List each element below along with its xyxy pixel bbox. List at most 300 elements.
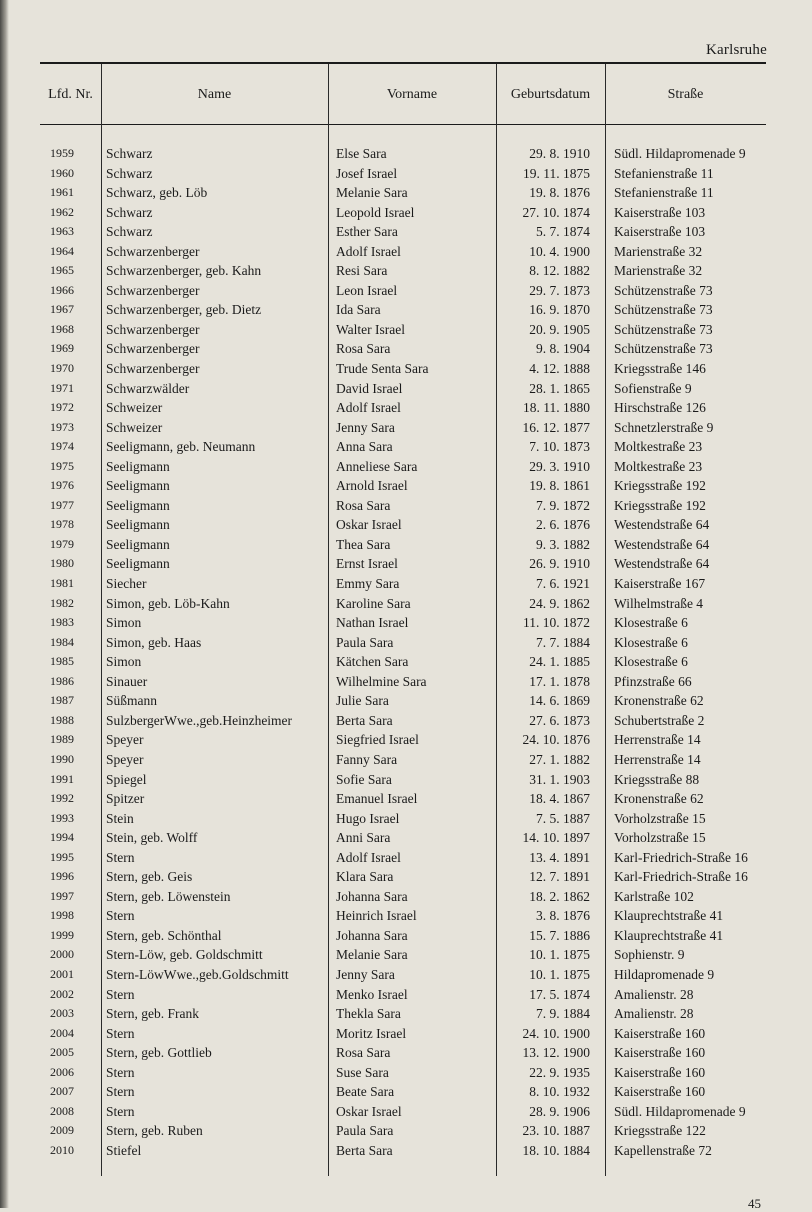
entry-number: 1974	[50, 439, 74, 454]
entry-number: 1983	[50, 615, 74, 630]
street-address: Westendstraße 64	[614, 556, 710, 572]
surname: Stern, geb. Frank	[106, 1006, 199, 1022]
surname: Stern, geb. Löwenstein	[106, 888, 231, 904]
surname: Süßmann	[106, 693, 158, 709]
surname: Stein, geb. Wolff	[106, 830, 198, 846]
table-row	[0, 574, 812, 594]
birth-date: 8. 12. 1882	[529, 263, 590, 279]
table-top-rule	[40, 62, 766, 64]
street-address: Schützenstraße 73	[614, 282, 713, 298]
entry-number: 1979	[50, 536, 74, 551]
surname: Seeligmann	[106, 517, 170, 533]
table-row	[0, 1141, 812, 1161]
birth-date: 17. 5. 1874	[529, 986, 590, 1002]
table-row	[0, 164, 812, 184]
entry-number: 2005	[50, 1045, 74, 1060]
table-row	[0, 379, 812, 399]
given-name: Heinrich Israel	[336, 908, 417, 924]
entry-number: 1980	[50, 556, 74, 571]
given-name: Menko Israel	[336, 986, 408, 1002]
table-row	[0, 633, 812, 653]
table-row	[0, 945, 812, 965]
surname: Simon	[106, 654, 142, 670]
given-name: Ernst Israel	[336, 556, 398, 572]
birth-date: 7. 9. 1872	[536, 497, 590, 513]
given-name: Siegfried Israel	[336, 732, 419, 748]
birth-date: 18. 11. 1880	[523, 400, 590, 416]
street-address: Moltkestraße 23	[614, 458, 703, 474]
given-name: Sofie Sara	[336, 771, 392, 787]
surname: Schwarz	[106, 224, 153, 240]
table-row	[0, 887, 812, 907]
surname: Stein	[106, 810, 134, 826]
surname: Stern	[106, 1103, 135, 1119]
street-address: Kronenstraße 62	[614, 693, 704, 709]
table-row	[0, 848, 812, 868]
birth-date: 7. 7. 1884	[536, 634, 590, 650]
street-address: Herrenstraße 14	[614, 751, 701, 767]
surname: Seeligmann	[106, 497, 170, 513]
entry-number: 1972	[50, 400, 74, 415]
given-name: Berta Sara	[336, 1142, 393, 1158]
page-header-city: Karlsruhe	[706, 42, 767, 58]
register-table-body	[0, 144, 812, 1160]
given-name: Walter Israel	[336, 321, 405, 337]
birth-date: 18. 10. 1884	[522, 1142, 590, 1158]
given-name: David Israel	[336, 380, 403, 396]
street-address: Kriegsstraße 88	[614, 771, 700, 787]
street-address: Hildapromenade 9	[614, 966, 715, 982]
surname: Seeligmann	[106, 458, 170, 474]
birth-date: 28. 1. 1865	[529, 380, 590, 396]
birth-date: 24. 10. 1876	[522, 732, 590, 748]
surname: Sinauer	[106, 673, 148, 689]
street-address: Kapellenstraße 72	[614, 1142, 712, 1158]
column-header-name: Name	[197, 87, 232, 102]
entry-number: 1991	[50, 771, 74, 786]
entry-number: 1970	[50, 361, 74, 376]
given-name: Johanna Sara	[336, 888, 408, 904]
street-address: Kaiserstraße 103	[614, 204, 706, 220]
birth-date: 13. 12. 1900	[522, 1045, 590, 1061]
table-row	[0, 1004, 812, 1024]
birth-date: 7. 5. 1887	[536, 810, 590, 826]
given-name: Arnold Israel	[336, 478, 408, 494]
surname: Stern, geb. Schönthal	[106, 927, 222, 943]
column-header-strasse: Straße	[667, 87, 704, 102]
street-address: Karl-Friedrich-Straße 16	[614, 869, 748, 885]
table-row	[0, 672, 812, 692]
birth-date: 27. 6. 1873	[529, 712, 590, 728]
table-header-rule	[40, 124, 766, 125]
birth-date: 20. 9. 1905	[529, 321, 590, 337]
birth-date: 29. 7. 1873	[529, 282, 590, 298]
street-address: Stefanienstraße 11	[614, 165, 714, 181]
entry-number: 1977	[50, 497, 74, 512]
surname: Simon, geb. Haas	[106, 634, 202, 650]
table-row	[0, 691, 812, 711]
table-row	[0, 320, 812, 340]
given-name: Berta Sara	[336, 712, 393, 728]
entry-number: 1984	[50, 634, 74, 649]
entry-number: 1993	[50, 810, 74, 825]
entry-number: 2007	[50, 1084, 74, 1099]
table-row	[0, 398, 812, 418]
birth-date: 10. 4. 1900	[529, 243, 590, 259]
page-number: 45	[748, 1196, 761, 1211]
table-row	[0, 985, 812, 1005]
street-address: Moltkestraße 23	[614, 439, 703, 455]
given-name: Wilhelmine Sara	[336, 673, 427, 689]
surname: Stern, geb. Ruben	[106, 1123, 203, 1139]
surname: Spiegel	[106, 771, 147, 787]
table-row	[0, 711, 812, 731]
column-header-nr: Lfd. Nr.	[48, 87, 93, 102]
surname: Stern	[106, 1025, 135, 1041]
surname: Speyer	[106, 732, 144, 748]
given-name: Hugo Israel	[336, 810, 400, 826]
street-address: Kaiserstraße 160	[614, 1084, 706, 1100]
street-address: Kaiserstraße 167	[614, 576, 706, 592]
table-row	[0, 965, 812, 985]
given-name: Klara Sara	[336, 869, 394, 885]
street-address: Amalienstr. 28	[614, 1006, 694, 1022]
entry-number: 1961	[50, 185, 74, 200]
surname: Schwarz	[106, 165, 153, 181]
birth-date: 16. 9. 1870	[529, 302, 590, 318]
given-name: Anna Sara	[336, 439, 393, 455]
table-row	[0, 613, 812, 633]
birth-date: 8. 10. 1932	[529, 1084, 590, 1100]
street-address: Marienstraße 32	[614, 243, 703, 259]
surname: Schwarzenberger	[106, 321, 200, 337]
entry-number: 2001	[50, 966, 74, 981]
birth-date: 13. 4. 1891	[529, 849, 590, 865]
table-row	[0, 1043, 812, 1063]
table-row	[0, 1024, 812, 1044]
street-address: Pfinzstraße 66	[614, 673, 692, 689]
table-row	[0, 418, 812, 438]
street-address: Kaiserstraße 103	[614, 224, 706, 240]
street-address: Kronenstraße 62	[614, 791, 704, 807]
birth-date: 5. 7. 1874	[536, 224, 590, 240]
surname: Schwarz	[106, 204, 153, 220]
entry-number: 1976	[50, 478, 74, 493]
birth-date: 4. 12. 1888	[529, 361, 590, 377]
given-name: Emmy Sara	[336, 576, 400, 592]
birth-date: 7. 6. 1921	[536, 576, 590, 592]
surname: Stern	[106, 1064, 135, 1080]
given-name: Josef Israel	[336, 165, 398, 181]
given-name: Leon Israel	[336, 282, 398, 298]
surname: Schwarz	[106, 146, 153, 161]
entry-number: 1981	[50, 576, 74, 591]
entry-number: 1962	[50, 204, 74, 219]
table-row	[0, 515, 812, 535]
entry-number: 1992	[50, 791, 74, 806]
given-name: Karoline Sara	[336, 595, 411, 611]
entry-number: 1989	[50, 732, 74, 747]
given-name: Melanie Sara	[336, 185, 408, 201]
birth-date: 18. 4. 1867	[529, 791, 590, 807]
street-address: Karlstraße 102	[614, 888, 694, 904]
surname: Speyer	[106, 751, 144, 767]
birth-date: 3. 8. 1876	[536, 908, 590, 924]
table-row	[0, 926, 812, 946]
entry-number: 1963	[50, 224, 74, 239]
table-row	[0, 789, 812, 809]
entry-number: 1996	[50, 869, 74, 884]
surname: SulzbergerWwe.,geb.Heinzheimer	[106, 712, 293, 728]
street-address: Südl. Hildapromenade 9	[614, 146, 746, 161]
entry-number: 1997	[50, 888, 74, 903]
surname: Stern	[106, 986, 135, 1002]
given-name: Rosa Sara	[336, 497, 391, 513]
birth-date: 18. 2. 1862	[529, 888, 590, 904]
birth-date: 27. 10. 1874	[522, 204, 590, 220]
table-row	[0, 144, 812, 164]
surname: Stern	[106, 908, 135, 924]
street-address: Sofienstraße 9	[614, 380, 692, 396]
street-address: Südl. Hildapromenade 9	[614, 1103, 746, 1119]
column-header-geburtsdatum: Geburtsdatum	[510, 87, 591, 102]
surname: Stiefel	[106, 1142, 142, 1158]
entry-number: 2002	[50, 986, 74, 1001]
table-row	[0, 809, 812, 829]
table-row	[0, 222, 812, 242]
surname: Stern, geb. Geis	[106, 869, 193, 885]
surname: Schwarzenberger, geb. Kahn	[106, 263, 262, 279]
table-row	[0, 594, 812, 614]
street-address: Hirschstraße 126	[614, 400, 706, 416]
surname: Seeligmann, geb. Neumann	[106, 439, 256, 455]
table-row	[0, 242, 812, 262]
birth-date: 29. 3. 1910	[529, 458, 590, 474]
birth-date: 14. 10. 1897	[522, 830, 590, 846]
birth-date: 27. 1. 1882	[529, 751, 590, 767]
birth-date: 14. 6. 1869	[529, 693, 590, 709]
entry-number: 1966	[50, 282, 74, 297]
entry-number: 1998	[50, 908, 74, 923]
street-address: Kaiserstraße 160	[614, 1064, 706, 1080]
birth-date: 24. 10. 1900	[522, 1025, 590, 1041]
birth-date: 19. 11. 1875	[523, 165, 590, 181]
entry-number: 1995	[50, 849, 74, 864]
table-row	[0, 339, 812, 359]
given-name: Anni Sara	[336, 830, 391, 846]
birth-date: 19. 8. 1861	[529, 478, 590, 494]
entry-number: 1987	[50, 693, 74, 708]
birth-date: 31. 1. 1903	[529, 771, 590, 787]
table-row	[0, 476, 812, 496]
table-row	[0, 770, 812, 790]
street-address: Sophienstr. 9	[614, 947, 685, 963]
street-address: Marienstraße 32	[614, 263, 703, 279]
entry-number: 1994	[50, 830, 74, 845]
table-row	[0, 906, 812, 926]
entry-number: 1967	[50, 302, 74, 317]
surname: Schwarzwälder	[106, 380, 190, 396]
street-address: Kriegsstraße 122	[614, 1123, 706, 1139]
table-row	[0, 554, 812, 574]
table-row	[0, 261, 812, 281]
street-address: Klosestraße 6	[614, 654, 688, 670]
given-name: Anneliese Sara	[336, 458, 418, 474]
surname: Schwarzenberger	[106, 361, 200, 377]
given-name: Suse Sara	[336, 1064, 389, 1080]
surname: Schweizer	[106, 419, 163, 435]
table-row	[0, 828, 812, 848]
table-row	[0, 359, 812, 379]
street-address: Kaiserstraße 160	[614, 1025, 706, 1041]
table-row	[0, 203, 812, 223]
street-address: Klauprechtstraße 41	[614, 927, 724, 943]
birth-date: 7. 10. 1873	[529, 439, 590, 455]
given-name: Kätchen Sara	[336, 654, 409, 670]
given-name: Resi Sara	[336, 263, 388, 279]
given-name: Thekla Sara	[336, 1006, 401, 1022]
entry-number: 2006	[50, 1064, 74, 1079]
entry-number: 2010	[50, 1142, 74, 1157]
surname: Stern	[106, 849, 135, 865]
surname: Seeligmann	[106, 536, 170, 552]
street-address: Westendstraße 64	[614, 536, 710, 552]
birth-date: 29. 8. 1910	[529, 146, 590, 161]
given-name: Paula Sara	[336, 1123, 394, 1139]
entry-number: 1999	[50, 927, 74, 942]
entry-number: 1965	[50, 263, 74, 278]
entry-number: 1959	[50, 146, 74, 160]
birth-date: 9. 3. 1882	[536, 536, 590, 552]
given-name: Thea Sara	[336, 536, 391, 552]
street-address: Klosestraße 6	[614, 615, 688, 631]
birth-date: 23. 10. 1887	[522, 1123, 590, 1139]
given-name: Else Sara	[336, 146, 387, 161]
entry-number: 1971	[50, 380, 74, 395]
birth-date: 9. 8. 1904	[536, 341, 590, 357]
surname: Schwarzenberger	[106, 341, 200, 357]
street-address: Amalienstr. 28	[614, 986, 694, 1002]
given-name: Adolf Israel	[336, 400, 401, 416]
table-row	[0, 300, 812, 320]
birth-date: 15. 7. 1886	[529, 927, 590, 943]
table-row	[0, 730, 812, 750]
table-row	[0, 457, 812, 477]
table-row	[0, 1063, 812, 1083]
street-address: Herrenstraße 14	[614, 732, 701, 748]
surname: Stern-Löw, geb. Goldschmitt	[106, 947, 263, 963]
table-row	[0, 437, 812, 457]
street-address: Kriegsstraße 146	[614, 361, 706, 377]
table-row	[0, 281, 812, 301]
surname: Seeligmann	[106, 478, 170, 494]
entry-number: 2003	[50, 1006, 74, 1021]
entry-number: 1969	[50, 341, 74, 356]
birth-date: 10. 1. 1875	[529, 966, 590, 982]
table-row	[0, 1121, 812, 1141]
given-name: Oskar Israel	[336, 517, 402, 533]
street-address: Wilhelmstraße 4	[614, 595, 704, 611]
entry-number: 1975	[50, 458, 74, 473]
street-address: Schnetzlerstraße 9	[614, 419, 714, 435]
street-address: Westendstraße 64	[614, 517, 710, 533]
surname: Stern-LöwWwe.,geb.Goldschmitt	[106, 966, 289, 982]
table-row	[0, 750, 812, 770]
surname: Schwarzenberger, geb. Dietz	[106, 302, 262, 318]
birth-date: 12. 7. 1891	[529, 869, 590, 885]
birth-date: 7. 9. 1884	[536, 1006, 590, 1022]
street-address: Kaiserstraße 160	[614, 1045, 706, 1061]
entry-number: 1985	[50, 654, 74, 669]
birth-date: 11. 10. 1872	[523, 615, 590, 631]
entry-number: 2008	[50, 1103, 74, 1118]
surname: Simon	[106, 615, 142, 631]
given-name: Esther Sara	[336, 224, 398, 240]
surname: Schwarz, geb. Löb	[106, 185, 208, 201]
entry-number: 1978	[50, 517, 74, 532]
given-name: Beate Sara	[336, 1084, 395, 1100]
entry-number: 2009	[50, 1123, 74, 1138]
street-address: Schützenstraße 73	[614, 321, 713, 337]
table-row	[0, 183, 812, 203]
entry-number: 1986	[50, 673, 74, 688]
table-row	[0, 1082, 812, 1102]
birth-date: 19. 8. 1876	[529, 185, 590, 201]
surname: Schwarzenberger	[106, 243, 200, 259]
given-name: Johanna Sara	[336, 927, 408, 943]
birth-date: 26. 9. 1910	[529, 556, 590, 572]
street-address: Kriegsstraße 192	[614, 478, 706, 494]
table-row	[0, 496, 812, 516]
entry-number: 1968	[50, 321, 74, 336]
entry-number: 1960	[50, 165, 74, 180]
given-name: Adolf Israel	[336, 243, 401, 259]
given-name: Nathan Israel	[336, 615, 409, 631]
street-address: Klauprechtstraße 41	[614, 908, 724, 924]
street-address: Vorholzstraße 15	[614, 810, 706, 826]
given-name: Emanuel Israel	[336, 791, 418, 807]
street-address: Stefanienstraße 11	[614, 185, 714, 201]
given-name: Leopold Israel	[336, 204, 415, 220]
surname: Stern	[106, 1084, 135, 1100]
surname: Spitzer	[106, 791, 145, 807]
street-address: Schützenstraße 73	[614, 341, 713, 357]
given-name: Ida Sara	[336, 302, 381, 318]
given-name: Jenny Sara	[336, 419, 395, 435]
given-name: Melanie Sara	[336, 947, 408, 963]
given-name: Jenny Sara	[336, 966, 395, 982]
given-name: Paula Sara	[336, 634, 394, 650]
given-name: Moritz Israel	[336, 1025, 407, 1041]
table-row	[0, 1102, 812, 1122]
entry-number: 1982	[50, 595, 74, 610]
surname: Stern, geb. Gottlieb	[106, 1045, 212, 1061]
entry-number: 1973	[50, 419, 74, 434]
given-name: Rosa Sara	[336, 341, 391, 357]
given-name: Adolf Israel	[336, 849, 401, 865]
surname: Siecher	[106, 576, 147, 592]
given-name: Fanny Sara	[336, 751, 398, 767]
column-header-vorname: Vorname	[386, 87, 438, 102]
entry-number: 2004	[50, 1025, 74, 1040]
given-name: Rosa Sara	[336, 1045, 391, 1061]
birth-date: 10. 1. 1875	[529, 947, 590, 963]
entry-number: 1988	[50, 712, 74, 727]
surname: Schwarzenberger	[106, 282, 200, 298]
given-name: Julie Sara	[336, 693, 389, 709]
birth-date: 22. 9. 1935	[529, 1064, 590, 1080]
surname: Schweizer	[106, 400, 163, 416]
